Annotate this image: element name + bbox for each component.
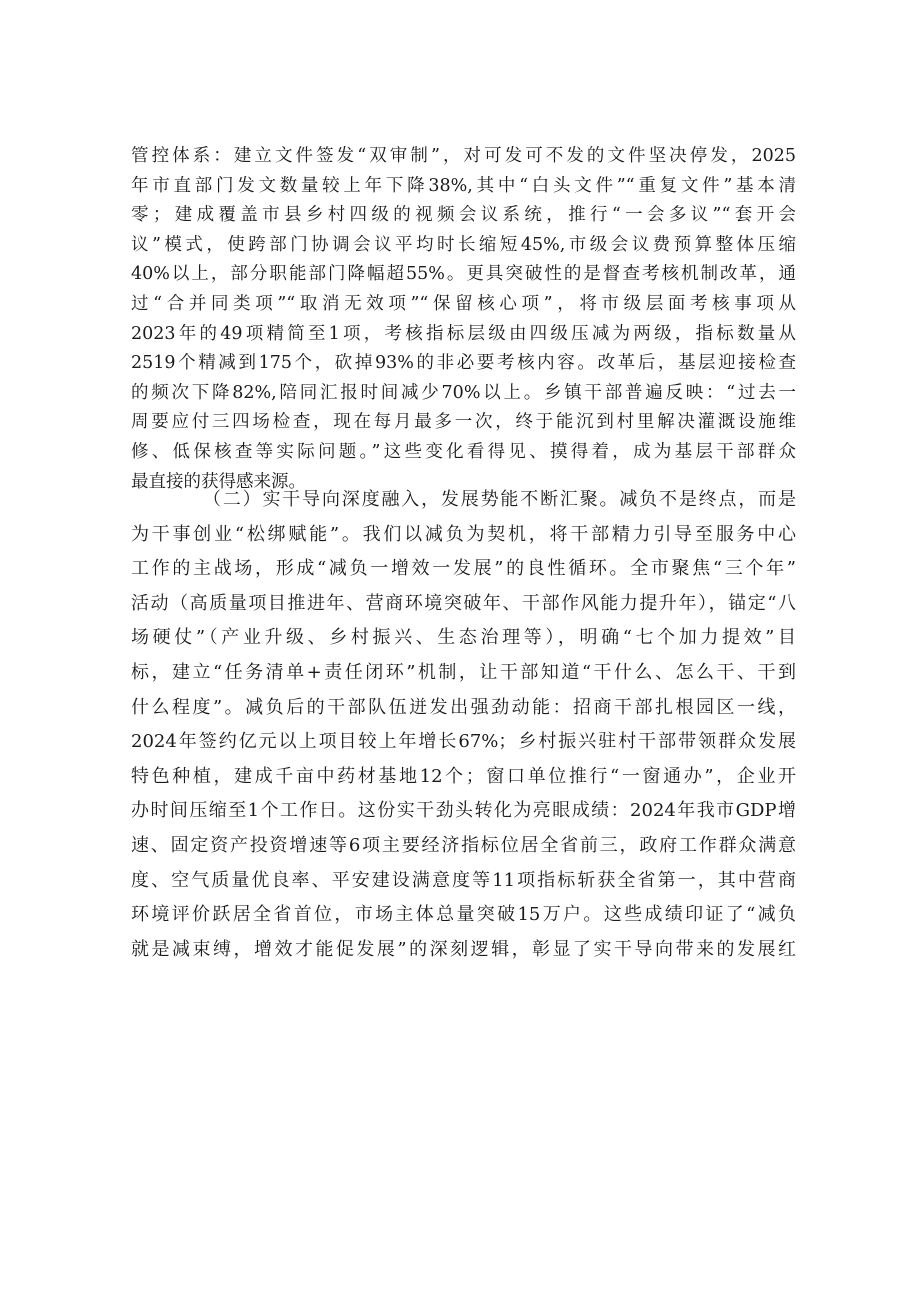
paragraph-1-line: 管控体系：建立文件签发“双审制”，对可发可不发的文件坚决停发，2025: [131, 146, 796, 166]
paragraph-2-line: 为干事创业“松绑赋能”。我们以减负为契机，将干部精力引导至服务中心: [131, 523, 796, 545]
paragraph-1-line: 2023年的49项精简至1项，考核指标层级由四级压减为两级，指标数量从: [131, 323, 796, 344]
paragraph-1-line: 零；建成覆盖市县乡村四级的视频会议系统，推行“一会多议”“套开会: [131, 205, 796, 226]
paragraph-1-line: 2519个精减到175个，砍掉93%的非必要考核内容。改革后，基层迎接检查: [131, 353, 796, 374]
paragraph-1-line: 40%以上，部分职能部门降幅超55%。更具突破性的是督查考核机制改革，通: [131, 264, 796, 285]
paragraph-2-line: 环境评价跃居全省首位，市场主体总量突破15万户。这些成绩印证了“减负: [131, 904, 796, 926]
paragraph-2-heading-line: （二）实干导向深度融入，发展势能不断汇聚。减负不是终点，而是: [203, 489, 796, 510]
paragraph-2-line: 活动（高质量项目推进年、营商环境突破年、干部作风能力提升年），锚定“八: [131, 592, 796, 614]
paragraph-1-line: 的频次下降82%,陪同汇报时间减少70%以上。乡镇干部普遍反映：“过去一: [131, 382, 796, 403]
paragraph-1: [131, 142, 796, 497]
paragraph-2-line: 2024年签约亿元以上项目较上年增长67%；乡村振兴驻村干部带领群众发展: [131, 731, 796, 753]
paragraph-2: [131, 483, 796, 967]
paragraph-2-line: 特色种植，建成千亩中药材基地12个；窗口单位推行“一窗通办”，企业开: [131, 765, 796, 787]
paragraph-1-line: 周要应付三四场检查，现在每月最多一次，终于能沉到村里解决灌溉设施维: [131, 412, 796, 433]
paragraph-1-line: 最直接的获得感来源。: [131, 471, 306, 492]
paragraph-2-line: 就是减束缚，增效才能促发展”的深刻逻辑，彰显了实干导向带来的发展红: [131, 938, 796, 960]
paragraph-2-line: 办时间压缩至1个工作日。这份实干劲头转化为亮眼成绩：2024年我市GDP增: [131, 800, 796, 822]
paragraph-2-line: 场硬仗”（产业升级、乡村振兴、生态治理等），明确“七个加力提效”目: [131, 627, 796, 649]
paragraph-2-line: 工作的主战场，形成“减负一增效一发展”的良性循环。全市聚焦“三个年”: [131, 558, 796, 580]
paragraph-1-line: 年市直部门发文数量较上年下降38%,其中“白头文件”“重复文件”基本清: [131, 175, 796, 196]
paragraph-2-line: 度、空气质量优良率、平安建设满意度等11项指标斩获全省第一，其中营商: [131, 869, 796, 891]
paragraph-1-line: 过“合并同类项”“取消无效项”“保留核心项”，将市级层面考核事项从: [131, 293, 796, 314]
paragraph-1-line: 议”模式，使跨部门协调会议平均时长缩短45%,市级会议费预算整体压缩: [131, 234, 796, 255]
paragraph-1-line: 修、低保核查等实际问题。”这些变化看得见、摸得着，成为基层干部群众: [131, 441, 796, 462]
paragraph-2-line: 速、固定资产投资增速等6项主要经济指标位居全省前三，政府工作群众满意: [131, 834, 796, 856]
paragraph-2-line: 什么程度”。减负后的干部队伍迸发出强劲动能：招商干部扎根园区一线，: [131, 696, 796, 718]
paragraph-2-line: 标，建立“任务清单+责任闭环”机制，让干部知道“干什么、怎么干、干到: [131, 661, 796, 683]
